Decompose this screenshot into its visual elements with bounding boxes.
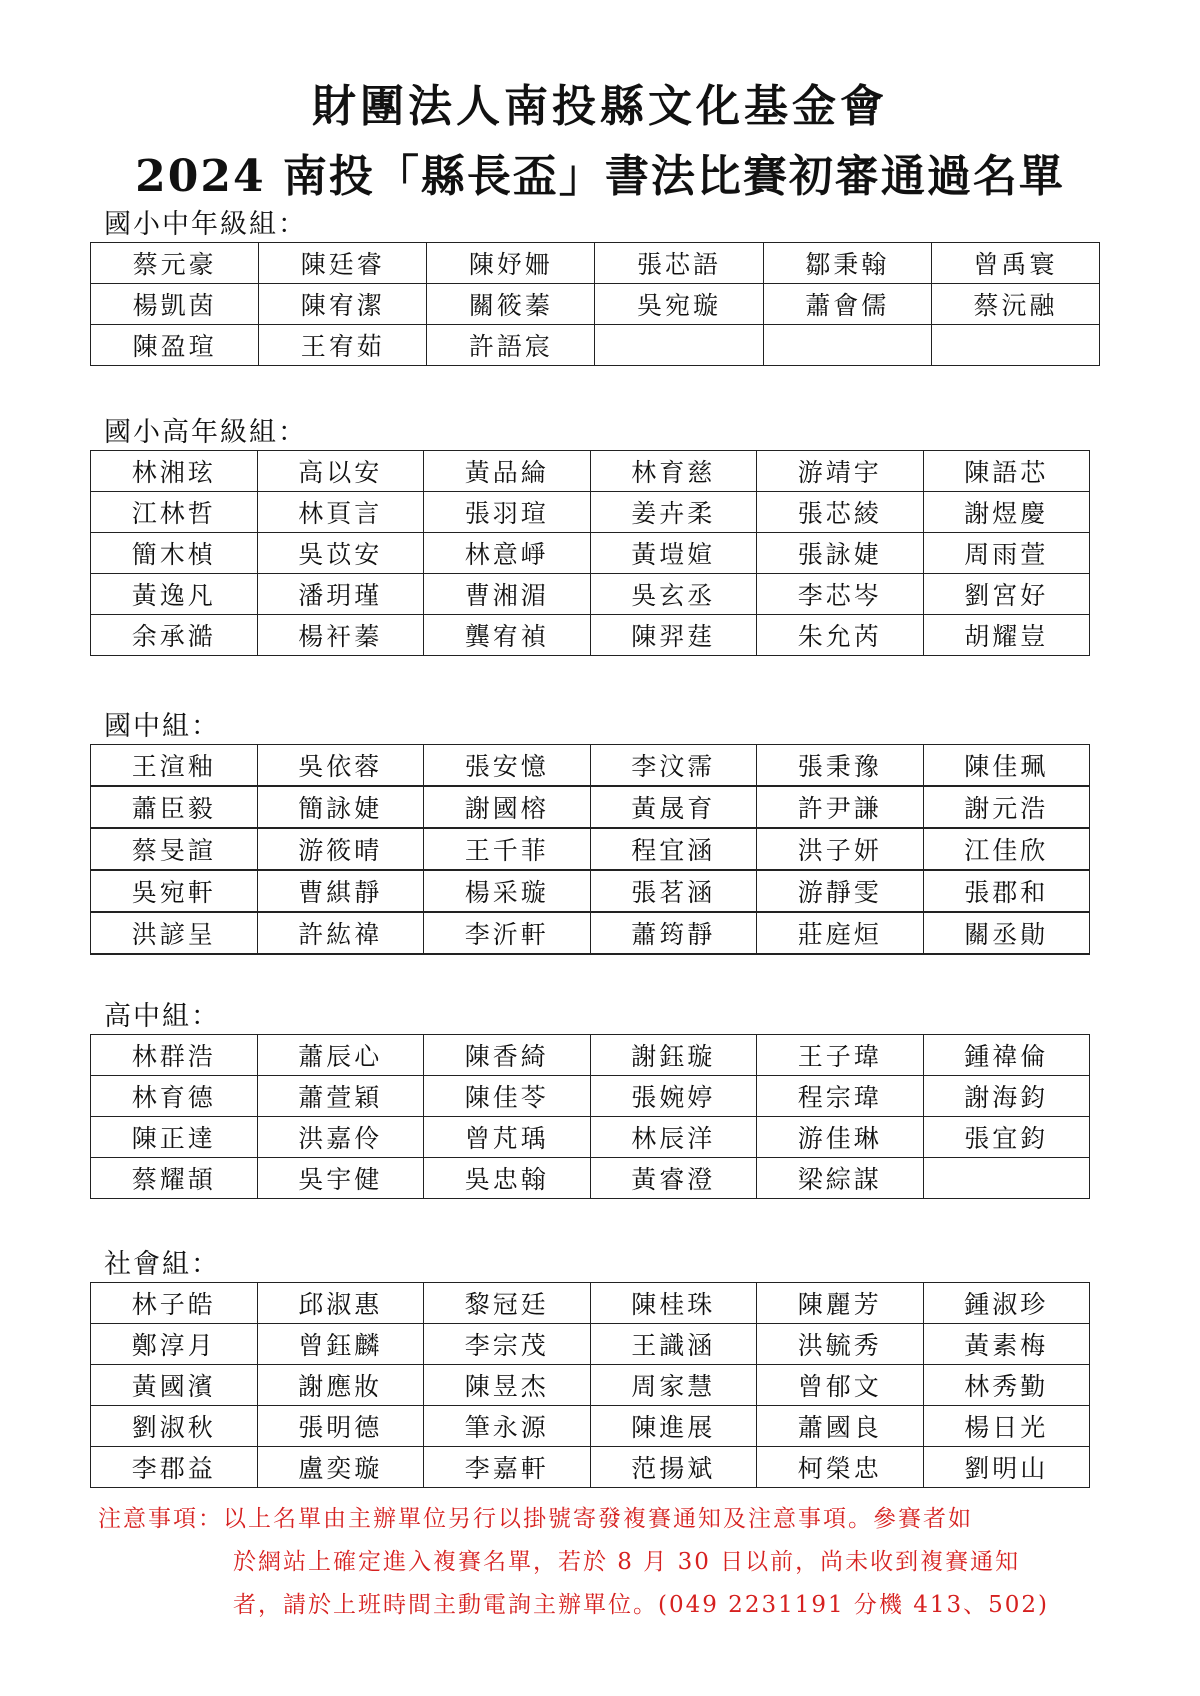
table-row — [91, 1447, 1090, 1488]
name-cell: 李汶霈 — [590, 745, 757, 787]
table-row — [91, 325, 1100, 366]
name-cell: 李沂軒 — [424, 912, 591, 954]
name-cell: 邱淑惠 — [257, 1283, 424, 1324]
section-junior-high — [90, 710, 1100, 955]
name-cell: 洪毓秀 — [757, 1324, 924, 1365]
name-cell: 林秀勤 — [923, 1365, 1090, 1406]
name-cell: 吳宛璇 — [595, 284, 763, 325]
name-cell: 陳語芯 — [923, 451, 1090, 492]
name-cell: 筆永源 — [424, 1406, 591, 1447]
name-cell: 陳羿莛 — [590, 615, 757, 656]
name-cell: 李嘉軒 — [424, 1447, 591, 1488]
name-cell: 林群浩 — [91, 1035, 258, 1076]
table-row — [91, 870, 1090, 912]
name-cell: 陳妤姍 — [427, 243, 595, 284]
name-cell: 黎冠廷 — [424, 1283, 591, 1324]
table-row — [91, 1035, 1090, 1076]
name-cell: 曾禹寰 — [931, 243, 1099, 284]
name-cell: 王千菲 — [424, 828, 591, 870]
name-cell: 關丞勛 — [923, 912, 1090, 954]
table-row — [91, 745, 1090, 787]
name-cell: 李宗茂 — [424, 1324, 591, 1365]
name-cell: 楊凱茵 — [91, 284, 259, 325]
name-cell: 周家慧 — [590, 1365, 757, 1406]
name-cell: 楊采璇 — [424, 870, 591, 912]
name-cell: 林頁言 — [257, 492, 424, 533]
name-cell: 張秉豫 — [757, 745, 924, 787]
name-cell: 林育慈 — [590, 451, 757, 492]
table-row — [91, 533, 1090, 574]
name-cell: 曾郁文 — [757, 1365, 924, 1406]
name-cell: 吳苡安 — [257, 533, 424, 574]
name-cell: 謝煜慶 — [923, 492, 1090, 533]
name-cell: 游佳琳 — [757, 1117, 924, 1158]
name-cell: 陳昱杰 — [424, 1365, 591, 1406]
name-cell: 江林哲 — [91, 492, 258, 533]
name-cell: 劉淑秋 — [91, 1406, 258, 1447]
name-cell: 林子皓 — [91, 1283, 258, 1324]
name-cell: 黃塏媗 — [590, 533, 757, 574]
name-cell: 曾鈺麟 — [257, 1324, 424, 1365]
names-table — [90, 450, 1090, 656]
name-cell: 姜卉柔 — [590, 492, 757, 533]
name-cell: 程宜涵 — [590, 828, 757, 870]
name-cell: 陳盈瑄 — [91, 325, 259, 366]
name-cell: 張安憶 — [424, 745, 591, 787]
names-table — [90, 242, 1100, 366]
name-cell: 陳桂珠 — [590, 1283, 757, 1324]
name-cell — [763, 325, 931, 366]
name-cell: 高以安 — [257, 451, 424, 492]
name-cell: 許語宸 — [427, 325, 595, 366]
name-cell: 蕭筠靜 — [590, 912, 757, 954]
name-cell: 吳忠翰 — [424, 1158, 591, 1199]
name-cell: 陳正達 — [91, 1117, 258, 1158]
name-cell: 簡木楨 — [91, 533, 258, 574]
table-row — [91, 1406, 1090, 1447]
name-cell: 游靜雯 — [757, 870, 924, 912]
name-cell: 謝海鈞 — [923, 1076, 1090, 1117]
name-cell: 陳進展 — [590, 1406, 757, 1447]
name-cell: 蕭萱穎 — [257, 1076, 424, 1117]
name-cell: 胡耀豈 — [923, 615, 1090, 656]
table-row — [91, 912, 1090, 954]
name-cell: 黃素梅 — [923, 1324, 1090, 1365]
name-cell: 周雨萱 — [923, 533, 1090, 574]
names-table — [90, 744, 1090, 955]
names-table — [90, 1282, 1090, 1488]
notice-line: 注意事項：以上名單由主辦單位另行以掛號寄發複賽通知及注意事項。參賽者如 — [98, 1506, 973, 1532]
table-row — [91, 828, 1090, 870]
table-row — [91, 615, 1090, 656]
name-cell: 林辰洋 — [590, 1117, 757, 1158]
section-elementary-middle-grades — [90, 208, 1100, 366]
table-row — [91, 451, 1090, 492]
table-row — [91, 492, 1090, 533]
name-cell: 黃品綸 — [424, 451, 591, 492]
name-cell: 柯榮忠 — [757, 1447, 924, 1488]
name-cell: 張宜鈞 — [923, 1117, 1090, 1158]
name-cell: 李郡益 — [91, 1447, 258, 1488]
section-label: 高中組： — [104, 1001, 220, 1032]
name-cell: 蔡沅融 — [931, 284, 1099, 325]
name-cell: 黃逸凡 — [91, 574, 258, 615]
name-cell: 劉宮好 — [923, 574, 1090, 615]
name-cell: 陳佳珮 — [923, 745, 1090, 787]
name-cell: 謝元浩 — [923, 786, 1090, 828]
name-cell: 蕭會儒 — [763, 284, 931, 325]
name-cell: 關筱蓁 — [427, 284, 595, 325]
table-row — [91, 1365, 1090, 1406]
name-cell: 王子瑋 — [757, 1035, 924, 1076]
name-cell: 張芯語 — [595, 243, 763, 284]
name-cell: 黃國濱 — [91, 1365, 258, 1406]
table-row — [91, 1324, 1090, 1365]
name-cell: 江佳欣 — [923, 828, 1090, 870]
name-cell: 曹綨靜 — [257, 870, 424, 912]
name-cell: 謝應妝 — [257, 1365, 424, 1406]
name-cell: 蔡旻諠 — [91, 828, 258, 870]
name-cell: 吳玄丞 — [590, 574, 757, 615]
name-cell: 蕭國良 — [757, 1406, 924, 1447]
name-cell: 洪嘉伶 — [257, 1117, 424, 1158]
name-cell: 潘玥瑾 — [257, 574, 424, 615]
name-cell: 許紘禕 — [257, 912, 424, 954]
name-cell: 范揚斌 — [590, 1447, 757, 1488]
name-cell: 張芯綾 — [757, 492, 924, 533]
name-cell: 陳佳苓 — [424, 1076, 591, 1117]
name-cell: 蕭辰心 — [257, 1035, 424, 1076]
table-row — [91, 1158, 1090, 1199]
table-row — [91, 1076, 1090, 1117]
name-cell: 莊庭烜 — [757, 912, 924, 954]
name-cell: 張郡和 — [923, 870, 1090, 912]
name-cell: 楊日光 — [923, 1406, 1090, 1447]
name-cell: 陳香綺 — [424, 1035, 591, 1076]
name-cell: 林意崢 — [424, 533, 591, 574]
section-label: 國中組： — [104, 711, 220, 742]
name-cell: 張羽瑄 — [424, 492, 591, 533]
name-cell: 黃晟育 — [590, 786, 757, 828]
name-cell: 張茗涵 — [590, 870, 757, 912]
name-cell: 劉明山 — [923, 1447, 1090, 1488]
name-cell: 洪諺呈 — [91, 912, 258, 954]
name-cell: 鍾禕倫 — [923, 1035, 1090, 1076]
section-senior-high — [90, 1000, 1100, 1199]
notice-text — [98, 1498, 1108, 1627]
name-cell: 王渲釉 — [91, 745, 258, 787]
table-row — [91, 243, 1100, 284]
table-row — [91, 284, 1100, 325]
name-cell: 陳麗芳 — [757, 1283, 924, 1324]
name-cell: 余承澔 — [91, 615, 258, 656]
name-cell: 吳依蓉 — [257, 745, 424, 787]
name-cell: 朱允芮 — [757, 615, 924, 656]
name-cell: 陳宥潔 — [259, 284, 427, 325]
name-cell: 王宥茹 — [259, 325, 427, 366]
name-cell: 林育德 — [91, 1076, 258, 1117]
table-row — [91, 574, 1090, 615]
name-cell: 龔宥禎 — [424, 615, 591, 656]
name-cell: 梁綜謀 — [757, 1158, 924, 1199]
name-cell: 洪子妍 — [757, 828, 924, 870]
name-cell: 游靖宇 — [757, 451, 924, 492]
name-cell: 王識涵 — [590, 1324, 757, 1365]
name-cell — [595, 325, 763, 366]
names-table — [90, 1034, 1090, 1199]
name-cell: 林湘玹 — [91, 451, 258, 492]
name-cell: 吳宇健 — [257, 1158, 424, 1199]
name-cell: 黃睿澄 — [590, 1158, 757, 1199]
section-elementary-upper-grades — [90, 416, 1100, 656]
name-cell: 游筱晴 — [257, 828, 424, 870]
name-cell — [923, 1158, 1090, 1199]
name-cell: 許尹謙 — [757, 786, 924, 828]
name-cell: 鄭淳月 — [91, 1324, 258, 1365]
section-label: 國小高年級組： — [104, 417, 307, 448]
name-cell: 曾芃瑀 — [424, 1117, 591, 1158]
name-cell: 張明德 — [257, 1406, 424, 1447]
name-cell: 陳廷睿 — [259, 243, 427, 284]
name-cell: 鄒秉翰 — [763, 243, 931, 284]
table-row — [91, 786, 1090, 828]
table-row — [91, 1283, 1090, 1324]
section-label: 國小中年級組： — [104, 209, 307, 240]
document-subtitle: 2024 南投「縣長盃」書法比賽初審通過名單 — [135, 151, 1065, 202]
name-cell: 李芯岑 — [757, 574, 924, 615]
name-cell — [931, 325, 1099, 366]
document-title: 財團法人南投縣文化基金會 — [312, 81, 888, 132]
name-cell: 楊衦蓁 — [257, 615, 424, 656]
name-cell: 蔡元豪 — [91, 243, 259, 284]
name-cell: 程宗瑋 — [757, 1076, 924, 1117]
section-label: 社會組： — [104, 1249, 220, 1280]
name-cell: 張婉婷 — [590, 1076, 757, 1117]
name-cell: 謝國榕 — [424, 786, 591, 828]
name-cell: 簡詠婕 — [257, 786, 424, 828]
name-cell: 鍾淑珍 — [923, 1283, 1090, 1324]
name-cell: 盧奕璇 — [257, 1447, 424, 1488]
name-cell: 謝鈺璇 — [590, 1035, 757, 1076]
section-adult — [90, 1248, 1100, 1488]
name-cell: 吳宛軒 — [91, 870, 258, 912]
table-row — [91, 1117, 1090, 1158]
notice-line: 於網站上確定進入複賽名單，若於 8 月 30 日以前，尚未收到複賽通知 — [233, 1549, 1021, 1575]
name-cell: 蕭臣毅 — [91, 786, 258, 828]
notice-line: 者，請於上班時間主動電詢主辦單位。(049 2231191 分機 413、502) — [233, 1592, 1050, 1618]
name-cell: 蔡耀頡 — [91, 1158, 258, 1199]
name-cell: 張詠婕 — [757, 533, 924, 574]
name-cell: 曹湘湄 — [424, 574, 591, 615]
